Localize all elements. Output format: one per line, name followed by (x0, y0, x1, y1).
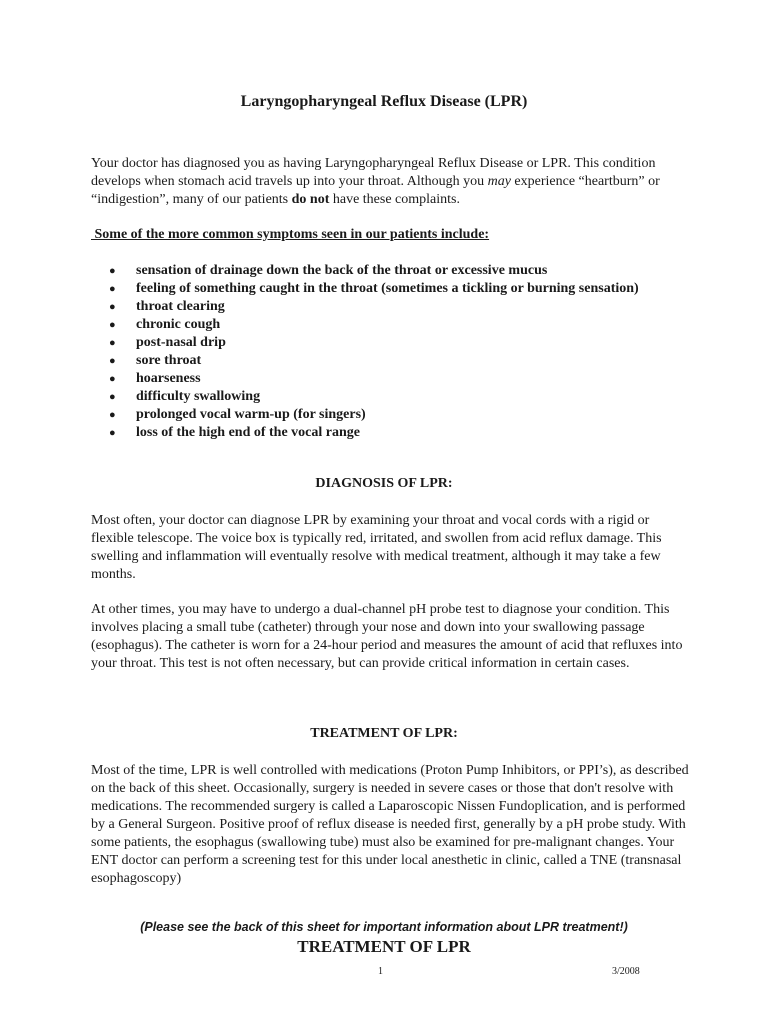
symptom-text: prolonged vocal warm-up (for singers) (136, 407, 366, 422)
symptom-text: sensation of drainage down the back of the throat or excessive mucus (136, 263, 548, 278)
bullet-icon: ● (109, 373, 116, 385)
bullet-icon: ● (109, 337, 116, 349)
treatment-heading: TREATMENT OF LPR: (310, 726, 458, 741)
page-number: 1 (378, 966, 383, 977)
symptom-text: sore throat (136, 353, 202, 368)
back-of-sheet-note: (Please see the back of this sheet for important information about LPR treatment!) (140, 920, 628, 934)
treatment-paragraph: Most of the time, LPR is well controlled with medications (Proton Pump Inhibitors, or PPI’s), as described on the back of this sheet. Occasionally, surgery is needed in severe cases or those that don't resolve with medications. The recommended surgery is called a Laparoscopic Nissen Fundoplication, and is performed by a General Surgeon. Positive proof of reflux disease is needed first, generally by a pH probe study. With some patients, the esophagus (swallowing tube) must also be examined for pre-malignant changes. Your ENT doctor can perform a screening test for this under local anesthetic in clinic, called a TNE (transnasal esophagoscopy) (91, 763, 689, 886)
bullet-icon: ● (109, 283, 116, 295)
symptom-text: throat clearing (136, 299, 225, 314)
symptom-text: difficulty swallowing (136, 389, 261, 404)
document-date: 3/2008 (612, 966, 640, 977)
intro-text-2: experience “heartburn” or “indigestion”, many of our patients (91, 174, 660, 207)
symptoms-heading: Some of the more common symptoms seen in our patients include: (91, 227, 490, 242)
bullet-icon: ● (109, 409, 116, 421)
bullet-icon: ● (109, 301, 116, 313)
intro-text-3: have these complaints. (329, 192, 460, 207)
symptom-text: chronic cough (136, 317, 221, 332)
bullet-icon: ● (109, 427, 116, 439)
symptom-text: feeling of something caught in the throat (sometimes a tickling or burning sensation) (136, 281, 639, 296)
intro-paragraph (91, 155, 691, 209)
symptom-text: hoarseness (136, 371, 201, 386)
continued-heading: TREATMENT OF LPR (297, 937, 471, 956)
bullet-icon: ● (109, 355, 116, 367)
diagnosis-paragraph-2: At other times, you may have to undergo a dual-channel pH probe test to diagnose your condition. This involves placing a small tube (catheter) through your nose and down into your swallowing passage (esophagus). The catheter is worn for a 24-hour period and measures the amount of acid that refluxes into your throat. This test is not often necessary, but can provide critical information in certain cases. (91, 602, 683, 671)
document-title: Laryngopharyngeal Reflux Disease (LPR) (240, 93, 528, 110)
intro-emphasis-may: may (487, 174, 511, 189)
intro-emphasis-do-not: do not (291, 192, 330, 207)
intro-text-1: Your doctor has diagnosed you as having Laryngopharyngeal Reflux Disease or LPR. This condition develops when stomach acid travels up into your throat. Although you (91, 156, 656, 189)
diagnosis-paragraph-1: Most often, your doctor can diagnose LPR by examining your throat and vocal cords with a rigid or flexible telescope. The voice box is typically red, irritated, and swollen from acid reflux damage. This swelling and inflammation will eventually resolve with medical treatment, although it may take a few months. (91, 513, 662, 582)
bullet-icon: ● (109, 319, 116, 331)
symptom-text: loss of the high end of the vocal range (136, 425, 360, 440)
symptom-text: post-nasal drip (136, 335, 226, 350)
diagnosis-heading: DIAGNOSIS OF LPR: (315, 476, 453, 491)
bullet-icon: ● (109, 265, 116, 277)
bullet-icon: ● (109, 391, 116, 403)
